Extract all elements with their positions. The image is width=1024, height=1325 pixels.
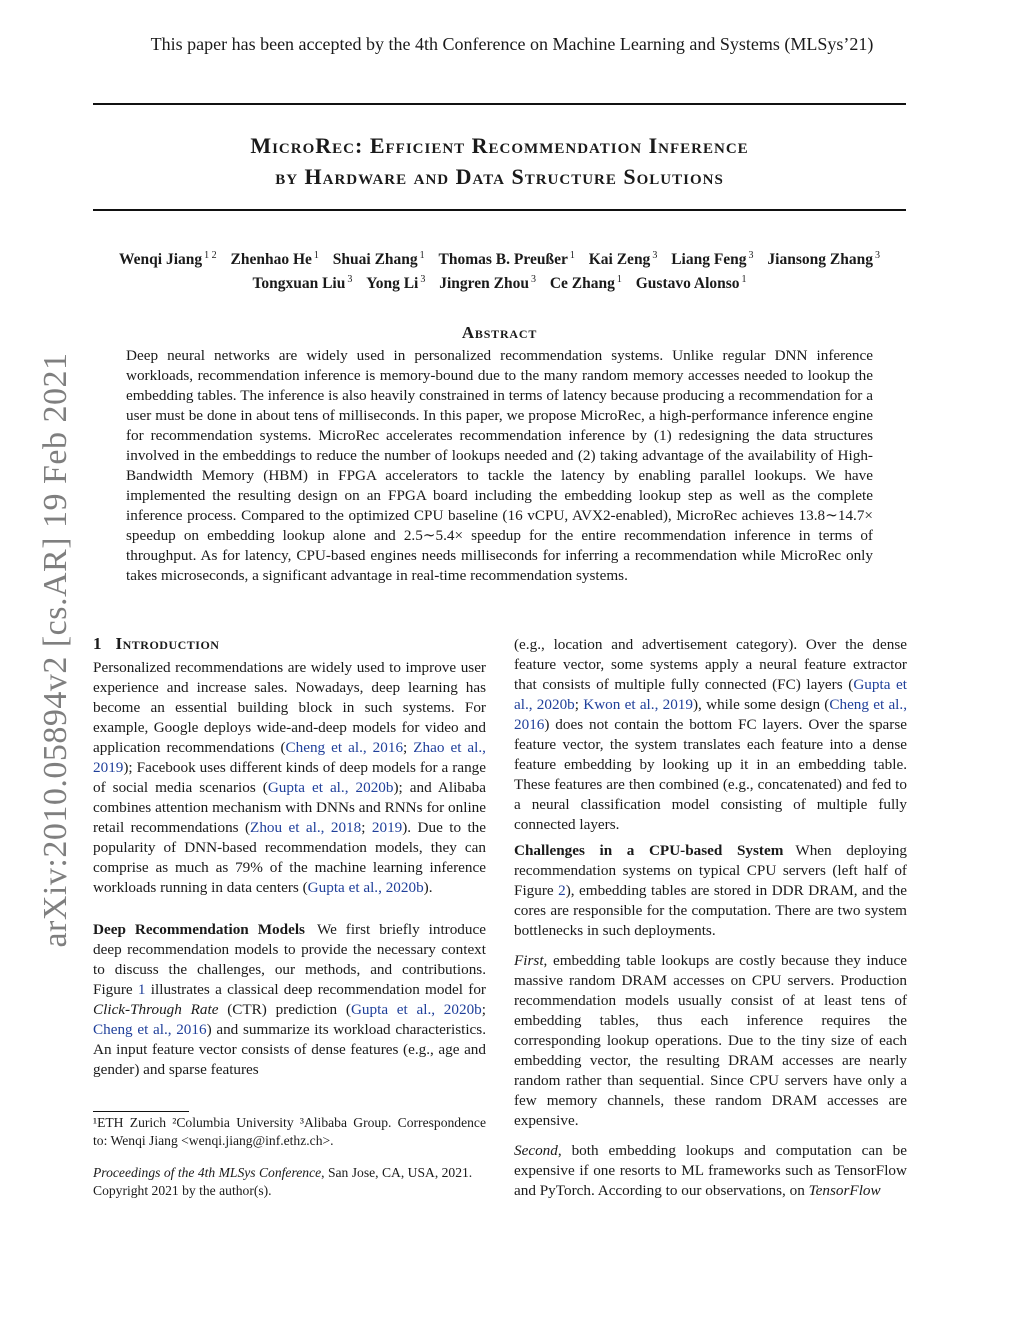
author-list bbox=[93, 246, 906, 294]
citation-link[interactable]: Cheng et al., 2016 bbox=[514, 696, 907, 733]
right-paragraph-3: First, embedding table lookups are costly because they induce massive random DRAM accesses on CPU servers. Production recommendation models usually consist of at least tens of embedding tables, thus each inference requires the corresponding lookup operations. Due to the tiny size of each embedding vector, the resulting DRAM accesses are nearly random rather than sequential. Since CPU servers have only a few memory channels, these random DRAM accesses are expensive. bbox=[514, 952, 907, 1129]
right-paragraph-2: Challenges in a CPU-based System When deploying recommendation systems on typical CPU servers (left half of Figure 2), embedding tables are stored in DDR DRAM, and the cores are responsible for the computation. There are two system bottlenecks in such deployments. bbox=[514, 842, 908, 939]
author: Kai Zeng $^3$ bbox=[588, 250, 658, 269]
citation-link[interactable]: Zhao et al., 2019 bbox=[93, 739, 486, 776]
paper-title-line-2: by Hardware and Data Structure Solutions bbox=[275, 164, 724, 189]
footnote-rule bbox=[93, 1111, 189, 1112]
proceedings-note: Proceedings of the 4th MLSys Conference, San Jose, CA, USA, 2021. Copyright 2021 by the author(s). bbox=[93, 1165, 473, 1198]
abstract-heading: Abstract bbox=[461, 323, 538, 342]
abstract-text: Deep neural networks are widely used in personalized recommendation systems. Unlike regular DNN inference workloads, recommendation inference is memory-bound due to the many random memory accesses needed to lookup the embedding tables. The inference is also heavily constrained in terms of latency because producing a recommendation for a user must be done in about tens of milliseconds. In this paper, we propose MicroRec, a high-performance inference engine for recommendation systems. MicroRec accelerates recommendation inference by (1) redesigning the data structures involved in the embeddings to reduce the number of lookups needed and (2) taking advantage of the availability of High-Bandwidth Memory (HBM) in FPGA accelerators to tackle the latency by enabling parallel lookups. We have implemented the resulting design on an FPGA board including the embedding lookup step as well as the complete inference process. Compared to the optimized CPU baseline (16 vCPU, AVX2-enabled), MicroRec achieves 13.8∼14.7× speedup on embedding lookup alone and 2.5∼5.4× speedup for the entire recommendation inference in terms of throughput. As for latency, CPU-based engines needs milliseconds for inferring a recommendation while MicroRec only takes microseconds, a significant advantage in real-time recommendation systems. bbox=[126, 347, 873, 584]
author: Shuai Zhang $^1$ bbox=[332, 250, 425, 269]
run-in-heading: Challenges in a CPU-based System bbox=[514, 842, 784, 859]
figure-link[interactable]: 1 bbox=[137, 981, 146, 998]
left-column bbox=[93, 634, 486, 1080]
author: Thomas B. Preußer $^1$ bbox=[438, 250, 575, 269]
paper-title-line-1: MicroRec: Efficient Recommendation Inference bbox=[250, 133, 749, 158]
author: Liang Feng $^3$ bbox=[671, 250, 754, 269]
run-in-heading: Deep Recommendation Models bbox=[93, 921, 305, 938]
right-column bbox=[514, 635, 907, 1201]
right-paragraph-4: Second, both embedding lookups and computation can be expensive if one resorts to ML frameworks such as TensorFlow and PyTorch. According to our observations, on TensorFlow bbox=[514, 1142, 907, 1199]
citation-link[interactable]: Gupta et al., 2020b bbox=[350, 1001, 482, 1018]
citation-link[interactable]: 2019 bbox=[371, 819, 403, 836]
citation-link[interactable]: Gupta et al., 2020b bbox=[514, 676, 908, 713]
citation-link[interactable]: Zhou et al., 2018 bbox=[250, 819, 362, 836]
author: Jingren Zhou $^3$ bbox=[439, 274, 536, 293]
right-paragraph-1: (e.g., location and advertisement category). Over the dense feature vector, some systems apply a neural feature extractor that consists of multiple fully connected (FC) layers (Gupta et al., 2020b; Kwon et al., 2019), while some design (Cheng et al., 2016) does not contain the bottom FC layers. Over the sparse feature vector, the system translates each feature into a dense feature embedding by looking up it in an embedding table. These features are then combined (e.g., concatenated) and fed to a neural classification model consisting of multiple fully connected layers. bbox=[514, 636, 908, 833]
arxiv-identifier-stamp: arXiv:2010.05894v2 [cs.AR] 19 Feb 2021 bbox=[37, 352, 74, 948]
author: Wenqi Jiang $^{1 2}$ bbox=[119, 250, 217, 269]
author: Yong Li $^3$ bbox=[366, 274, 426, 293]
citation-link[interactable]: Gupta et al., 2020b bbox=[267, 779, 394, 796]
author: Jiansong Zhang $^3$ bbox=[767, 250, 880, 269]
citation-link[interactable]: Cheng et al., 2016 bbox=[285, 739, 404, 756]
citation-link[interactable]: Kwon et al., 2019 bbox=[583, 696, 693, 713]
title-bottom-rule bbox=[93, 209, 906, 211]
acceptance-notice: This paper has been accepted by the 4th Conference on Machine Learning and Systems (MLSys’21) bbox=[150, 34, 874, 54]
citation-link[interactable]: Cheng et al., 2016 bbox=[93, 1021, 207, 1038]
author-line-2 bbox=[93, 270, 906, 294]
author: Tongxuan Liu $^3$ bbox=[252, 274, 353, 293]
author-line-1 bbox=[93, 246, 906, 270]
citation-link[interactable]: Gupta et al., 2020b bbox=[307, 879, 424, 896]
section-heading-introduction: 1 Introduction bbox=[93, 634, 220, 653]
author: Ce Zhang $^1$ bbox=[549, 274, 622, 293]
figure-link[interactable]: 2 bbox=[558, 882, 566, 899]
title-top-rule bbox=[93, 103, 906, 105]
intro-paragraph-2: Deep Recommendation Models We first briefly introduce deep recommendation models to provide the necessary context to discuss the challenges, our methods, and contributions. Figure 1 illustrates a classical deep recommendation model for Click-Through Rate (CTR) prediction (Gupta et al., 2020b; Cheng et al., 2016) and summarize its workload characteristics. An input feature vector consists of dense features (e.g., age and gender) and sparse features bbox=[93, 921, 486, 1078]
author: Zhenhao He $^1$ bbox=[230, 250, 319, 269]
intro-paragraph-1: Personalized recommendations are widely used to improve user experience and increase sales. Nowadays, deep learning has become an essential building block in such systems. For example, Google deploys wide-and-deep models for video and application recommendations (Cheng et al., 2016; Zhao et al., 2019); Facebook uses different kinds of deep models for a range of social media scenarios (Gupta et al., 2020b); and Alibaba combines attention mechanism with DNNs and RNNs for online retail recommendations (Zhou et al., 2018; 2019). Due to the popularity of DNN-based recommendation models, they can comprise as much as 79% of the machine learning inference workloads running in data centers (Gupta et al., 2020b). bbox=[93, 659, 486, 896]
affiliation-footnote: ¹ETH Zurich ²Columbia University ³Alibaba Group. Correspondence to: Wenqi Jiang <wenqi.jiang@inf.ethz.ch>. bbox=[93, 1115, 486, 1148]
author: Gustavo Alonso $^1$ bbox=[635, 274, 747, 293]
